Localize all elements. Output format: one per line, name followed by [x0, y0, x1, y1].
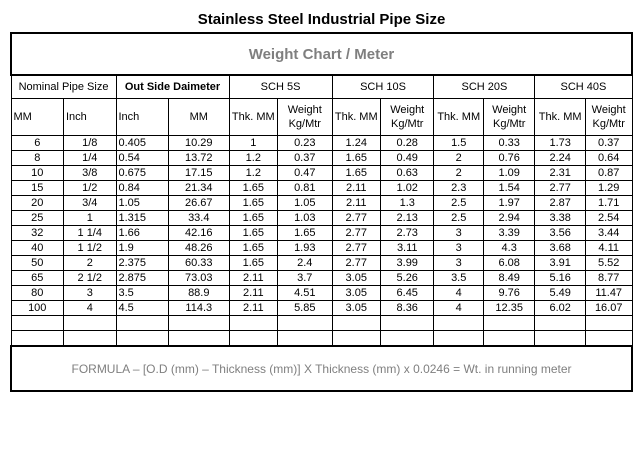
table-cell: 48.26 — [169, 241, 230, 256]
table-cell: 4 — [434, 301, 483, 316]
table-row — [11, 286, 632, 301]
table-cell: 2.11 — [229, 301, 277, 316]
table-cell: 1.65 — [332, 166, 380, 181]
sub-header-cell: Weight Kg/Mtr — [278, 99, 333, 136]
table-cell: 0.54 — [116, 151, 169, 166]
table-cell: 0.33 — [483, 136, 534, 151]
table-cell: 1.29 — [585, 181, 632, 196]
table-cell: 1 — [229, 136, 277, 151]
group-header-row — [11, 75, 632, 99]
table-cell: 4.51 — [278, 286, 333, 301]
table-cell: 3/4 — [64, 196, 117, 211]
table-cell: 3.99 — [380, 256, 434, 271]
table-cell: 2.375 — [116, 256, 169, 271]
table-cell: 2.94 — [483, 211, 534, 226]
table-cell: 15 — [11, 181, 64, 196]
table-cell: 1.65 — [229, 241, 277, 256]
table-cell: 60.33 — [169, 256, 230, 271]
sub-header-cell: Inch — [64, 99, 117, 136]
table-cell: 1.71 — [585, 196, 632, 211]
table-cell: 8.36 — [380, 301, 434, 316]
table-cell: 1.2 — [229, 151, 277, 166]
table-cell: 1 — [64, 211, 117, 226]
table-cell: 2.5 — [434, 196, 483, 211]
table-cell: 2.31 — [535, 166, 585, 181]
table-cell: 3/8 — [64, 166, 117, 181]
table-cell: 1.03 — [278, 211, 333, 226]
table-cell: 3.68 — [535, 241, 585, 256]
table-cell: 2 — [64, 256, 117, 271]
table-cell: 80 — [11, 286, 64, 301]
table-cell: 5.26 — [380, 271, 434, 286]
table-cell: 0.405 — [116, 136, 169, 151]
table-cell: 0.23 — [278, 136, 333, 151]
table-cell: 0.64 — [585, 151, 632, 166]
table-cell: 5.49 — [535, 286, 585, 301]
table-cell: 0.37 — [278, 151, 333, 166]
table-cell: 3 — [434, 226, 483, 241]
table-cell: 2.24 — [535, 151, 585, 166]
table-cell: 3.56 — [535, 226, 585, 241]
table-row — [11, 151, 632, 166]
sub-header-cell: MM — [11, 99, 64, 136]
table-cell: 2.11 — [229, 271, 277, 286]
sub-header-cell: Thk. MM — [535, 99, 585, 136]
table-cell: 32 — [11, 226, 64, 241]
table-cell: 2.77 — [332, 211, 380, 226]
table-cell: 3.5 — [116, 286, 169, 301]
table-cell: 20 — [11, 196, 64, 211]
table-cell: 65 — [11, 271, 64, 286]
table-cell: 2.73 — [380, 226, 434, 241]
table-cell: 40 — [11, 241, 64, 256]
group-header-sch20s: SCH 20S — [434, 75, 535, 99]
table-cell: 1.315 — [116, 211, 169, 226]
table-cell: 3.05 — [332, 271, 380, 286]
table-cell: 8.77 — [585, 271, 632, 286]
table-row — [11, 181, 632, 196]
group-header-sch40s: SCH 40S — [535, 75, 632, 99]
table-cell: 3.11 — [380, 241, 434, 256]
table-cell: 26.67 — [169, 196, 230, 211]
table-cell: 100 — [11, 301, 64, 316]
table-cell: 0.28 — [380, 136, 434, 151]
table-cell: 1.09 — [483, 166, 534, 181]
table-row — [11, 256, 632, 271]
table-cell: 0.63 — [380, 166, 434, 181]
sub-header-cell: Thk. MM — [434, 99, 483, 136]
table-cell: 3.05 — [332, 286, 380, 301]
table-cell: 3.5 — [434, 271, 483, 286]
table-cell: 1.65 — [278, 226, 333, 241]
table-cell: 2.77 — [332, 226, 380, 241]
table-cell: 2.77 — [535, 181, 585, 196]
group-header-nominal: Nominal Pipe Size — [11, 75, 116, 99]
table-cell: 4.3 — [483, 241, 534, 256]
table-cell: 11.47 — [585, 286, 632, 301]
table-cell: 5.16 — [535, 271, 585, 286]
group-header-sch10s: SCH 10S — [332, 75, 434, 99]
sub-header-cell: Weight Kg/Mtr — [585, 99, 632, 136]
table-cell: 1.02 — [380, 181, 434, 196]
table-cell: 3.7 — [278, 271, 333, 286]
table-cell: 4 — [64, 301, 117, 316]
table-cell: 3.44 — [585, 226, 632, 241]
table-cell: 0.47 — [278, 166, 333, 181]
group-header-sch5s: SCH 5S — [229, 75, 332, 99]
table-cell: 42.16 — [169, 226, 230, 241]
table-cell: 8.49 — [483, 271, 534, 286]
table-cell: 0.76 — [483, 151, 534, 166]
table-cell: 4 — [434, 286, 483, 301]
table-cell: 21.34 — [169, 181, 230, 196]
sub-header-cell: Thk. MM — [229, 99, 277, 136]
page-title: Stainless Steel Industrial Pipe Size — [197, 11, 446, 28]
table-cell: 2.77 — [332, 241, 380, 256]
table-cell: 9.76 — [483, 286, 534, 301]
table-cell: 2.3 — [434, 181, 483, 196]
table-cell: 50 — [11, 256, 64, 271]
table-cell: 1.97 — [483, 196, 534, 211]
table-cell: 1.73 — [535, 136, 585, 151]
table-cell: 1.93 — [278, 241, 333, 256]
table-cell: 73.03 — [169, 271, 230, 286]
table-cell: 2.13 — [380, 211, 434, 226]
table-cell: 1.5 — [434, 136, 483, 151]
table-cell: 3.05 — [332, 301, 380, 316]
table-cell: 1.65 — [229, 226, 277, 241]
table-cell: 13.72 — [169, 151, 230, 166]
table-cell: 2.875 — [116, 271, 169, 286]
sub-header-cell: Weight Kg/Mtr — [483, 99, 534, 136]
table-cell: 1.65 — [229, 211, 277, 226]
table-cell: 0.49 — [380, 151, 434, 166]
table-row — [11, 241, 632, 256]
table-row — [11, 301, 632, 316]
table-cell: 3.38 — [535, 211, 585, 226]
table-cell: 25 — [11, 211, 64, 226]
table-cell: 1.05 — [116, 196, 169, 211]
table-cell: 1.65 — [229, 256, 277, 271]
table-cell: 88.9 — [169, 286, 230, 301]
table-cell: 2.54 — [585, 211, 632, 226]
table-cell: 1.2 — [229, 166, 277, 181]
table-cell: 1.65 — [229, 181, 277, 196]
table-cell: 10.29 — [169, 136, 230, 151]
sub-header-cell: Inch — [116, 99, 169, 136]
table-row — [11, 166, 632, 181]
table-cell: 0.84 — [116, 181, 169, 196]
sub-header-row — [11, 99, 632, 136]
pipe-size-table — [10, 32, 633, 392]
table-cell: 4.11 — [585, 241, 632, 256]
table-cell: 2.5 — [434, 211, 483, 226]
sub-header-cell: Thk. MM — [332, 99, 380, 136]
table-cell: 1.66 — [116, 226, 169, 241]
table-cell: 2.11 — [229, 286, 277, 301]
table-cell: 1.9 — [116, 241, 169, 256]
table-cell: 2.87 — [535, 196, 585, 211]
table-cell: 0.87 — [585, 166, 632, 181]
table-row — [11, 226, 632, 241]
sub-header-cell: Weight Kg/Mtr — [380, 99, 434, 136]
table-cell: 5.52 — [585, 256, 632, 271]
table-cell: 1 1/2 — [64, 241, 117, 256]
table-row — [11, 136, 632, 151]
table-cell: 6 — [11, 136, 64, 151]
table-cell: 1.24 — [332, 136, 380, 151]
table-cell: 10 — [11, 166, 64, 181]
table-cell: 3 — [434, 256, 483, 271]
sub-header-cell: MM — [169, 99, 230, 136]
table-cell: 2.77 — [332, 256, 380, 271]
table-cell: 0.37 — [585, 136, 632, 151]
table-cell: 1.3 — [380, 196, 434, 211]
table-row — [11, 271, 632, 286]
table-cell: 1 1/4 — [64, 226, 117, 241]
empty-row — [11, 331, 632, 347]
table-cell: 0.675 — [116, 166, 169, 181]
table-cell: 114.3 — [169, 301, 230, 316]
table-cell: 1.65 — [229, 196, 277, 211]
table-cell: 1/8 — [64, 136, 117, 151]
table-cell: 3 — [64, 286, 117, 301]
weight-formula: FORMULA – [O.D (mm) – Thickness (mm)] X Thickness (mm) x 0.0246 = Wt. in running meter — [11, 346, 632, 391]
table-cell: 3 — [434, 241, 483, 256]
table-cell: 16.07 — [585, 301, 632, 316]
table-cell: 17.15 — [169, 166, 230, 181]
table-cell: 1.54 — [483, 181, 534, 196]
table-row — [11, 196, 632, 211]
table-cell: 2 1/2 — [64, 271, 117, 286]
table-cell: 1.05 — [278, 196, 333, 211]
table-cell: 8 — [11, 151, 64, 166]
table-cell: 2.11 — [332, 181, 380, 196]
empty-row — [11, 316, 632, 331]
table-cell: 2.11 — [332, 196, 380, 211]
table-cell: 12.35 — [483, 301, 534, 316]
table-cell: 6.02 — [535, 301, 585, 316]
table-cell: 2 — [434, 151, 483, 166]
table-cell: 2.4 — [278, 256, 333, 271]
table-cell: 5.85 — [278, 301, 333, 316]
group-header-outside-diameter: Out Side Daimeter — [116, 75, 229, 99]
weight-chart-banner: Weight Chart / Meter — [11, 33, 632, 75]
table-cell: 1.65 — [332, 151, 380, 166]
table-cell: 3.91 — [535, 256, 585, 271]
table-cell: 2 — [434, 166, 483, 181]
table-cell: 3.39 — [483, 226, 534, 241]
table-cell: 6.45 — [380, 286, 434, 301]
table-row — [11, 211, 632, 226]
table-cell: 33.4 — [169, 211, 230, 226]
table-cell: 0.81 — [278, 181, 333, 196]
table-cell: 6.08 — [483, 256, 534, 271]
table-cell: 1/2 — [64, 181, 117, 196]
table-cell: 1/4 — [64, 151, 117, 166]
table-cell: 4.5 — [116, 301, 169, 316]
